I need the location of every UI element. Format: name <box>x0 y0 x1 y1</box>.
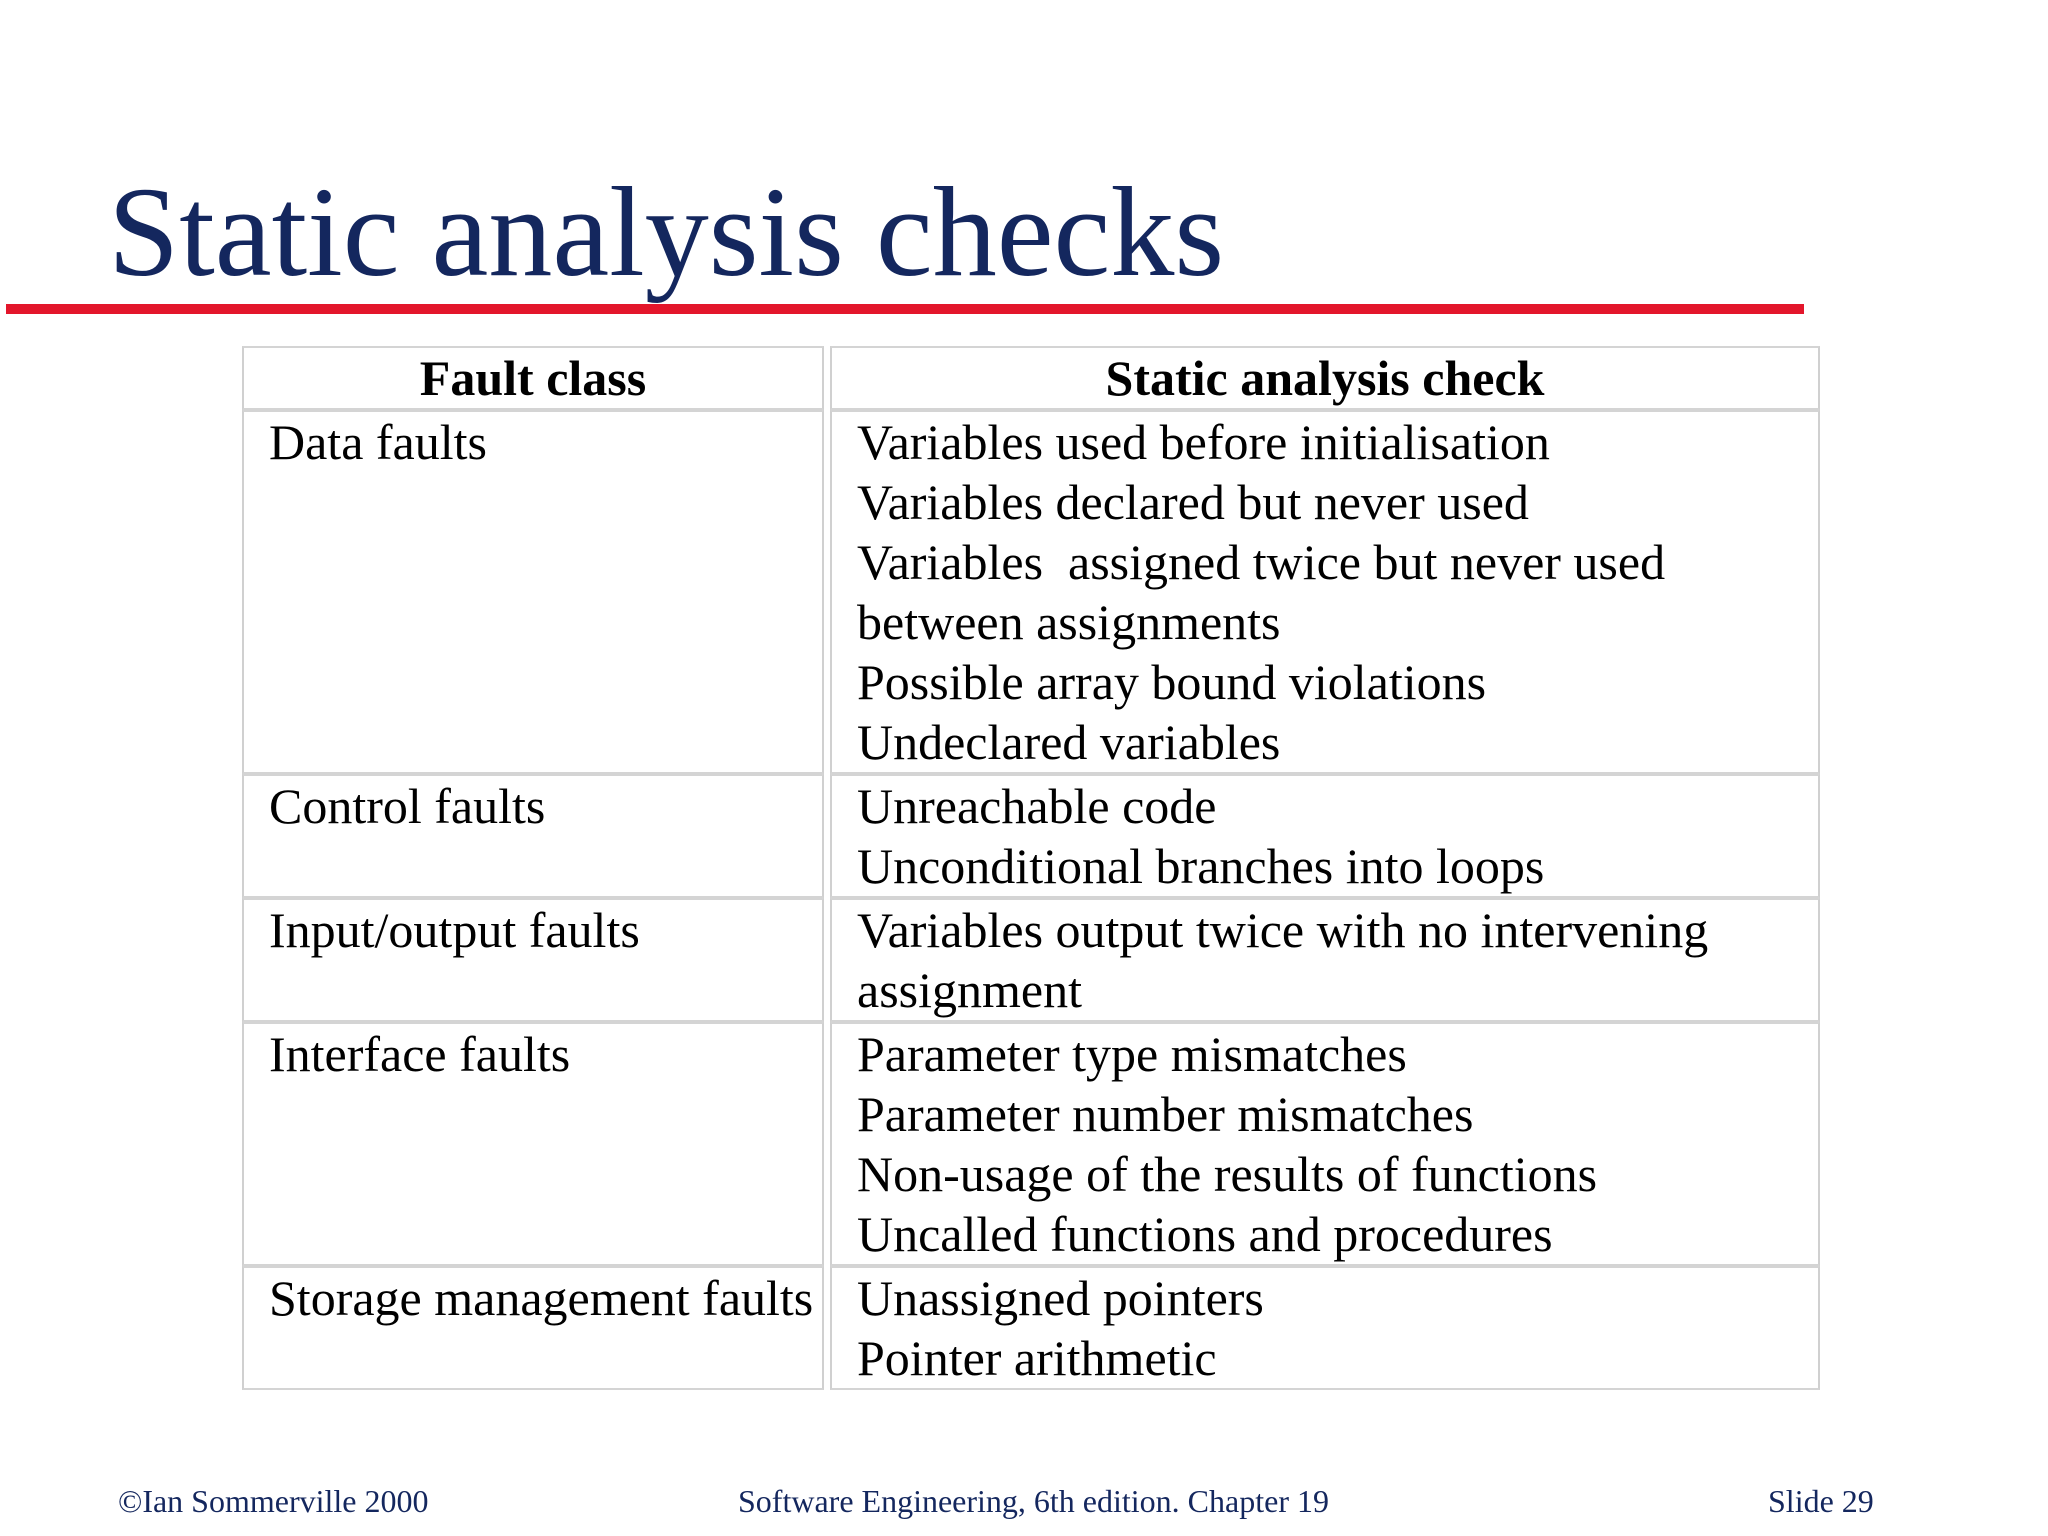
check-item: Variables assigned twice but never used <box>857 534 1666 590</box>
fault-table <box>242 346 1820 1398</box>
fault-class-cell: Interface faults <box>242 1022 824 1266</box>
footer-book-chapter: Software Engineering, 6th edition. Chapter 19 <box>738 1483 1329 1519</box>
check-item: Variables used before initialisation <box>857 414 1550 470</box>
check-item: Undeclared variables <box>857 714 1281 770</box>
header-fault-class: Fault class <box>242 346 824 410</box>
check-item: Variables output twice with no intervening <box>857 902 1709 958</box>
check-item: Parameter number mismatches <box>857 1086 1474 1142</box>
check-item: Unassigned pointers <box>857 1270 1264 1326</box>
table-row <box>242 774 1820 898</box>
table-row <box>242 1022 1820 1266</box>
fault-class-cell: Control faults <box>242 774 824 898</box>
checks-cell <box>830 898 1820 1022</box>
checks-cell <box>830 1022 1820 1266</box>
check-item: between assignments <box>857 594 1281 650</box>
table-row <box>242 410 1820 774</box>
check-item: Unreachable code <box>857 778 1217 834</box>
check-item: Possible array bound violations <box>857 654 1487 710</box>
fault-class-cell: Storage management faults <box>242 1266 824 1390</box>
slide-title: Static analysis checks <box>108 161 1225 303</box>
check-item: Unconditional branches into loops <box>857 838 1545 894</box>
checks-cell <box>830 410 1820 774</box>
footer-slide-number: Slide 29 <box>1768 1483 1874 1519</box>
fault-class-cell: Input/output faults <box>242 898 824 1022</box>
title-underline <box>6 304 1804 314</box>
checks-cell <box>830 774 1820 898</box>
header-static-analysis-check: Static analysis check <box>830 346 1820 410</box>
checks-cell <box>830 1266 1820 1390</box>
check-item: Variables declared but never used <box>857 474 1529 530</box>
table-row <box>242 898 1820 1022</box>
check-item: Parameter type mismatches <box>857 1026 1407 1082</box>
check-item: Uncalled functions and procedures <box>857 1206 1553 1262</box>
check-item: Non-usage of the results of functions <box>857 1146 1598 1202</box>
check-item: Pointer arithmetic <box>857 1330 1217 1386</box>
fault-table-grid <box>242 346 1820 1390</box>
footer-copyright: ©Ian Sommerville 2000 <box>118 1483 429 1519</box>
fault-class-cell: Data faults <box>242 410 824 774</box>
check-item: assignment <box>857 962 1082 1018</box>
table-row <box>242 1266 1820 1390</box>
